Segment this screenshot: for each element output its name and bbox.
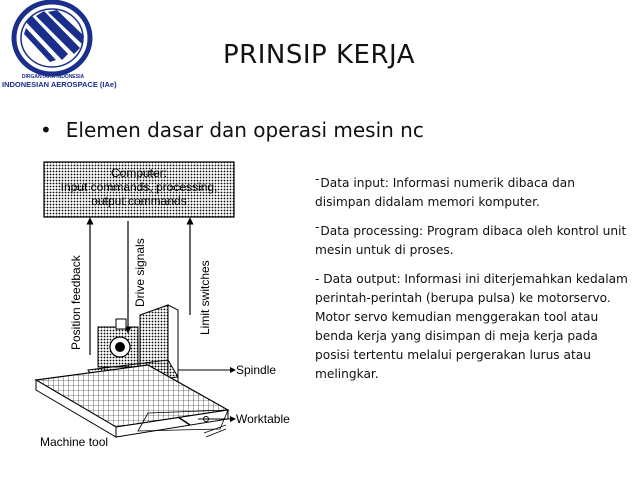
slide-title: PRINSIP KERJA: [222, 40, 416, 70]
description-data-processing: - Data processing: Program dibaca oleh kontrol unit mesin untuk di proses.: [315, 222, 633, 260]
computer-label-3: output commands: [91, 194, 187, 208]
logo-text-small: DIRGANTARA INDONESIA: [21, 74, 85, 80]
nc-machine-diagram: [28, 155, 298, 460]
spindle-label: Spindle: [236, 363, 277, 377]
position-feedback-label: Position feedback: [69, 255, 83, 350]
bullet-text: Elemen dasar dan operasi mesin nc: [65, 118, 424, 142]
computer-box: [44, 162, 234, 217]
limit-switches-label: Limit switches: [198, 260, 212, 335]
logo-text-company: INDONESIAN AEROSPACE (IAe): [2, 80, 117, 89]
machine-tool-label: Machine tool: [40, 435, 109, 449]
description-data-input: - Data input: Informasi numerik dibaca dan disimpan didalam memori komputer.: [315, 174, 633, 212]
description-column: [315, 174, 633, 394]
computer-label-2: Input commands, processing,: [60, 180, 218, 194]
bullet-dot-icon: •: [40, 118, 52, 142]
bullet-item: [40, 118, 424, 142]
computer-label-1: Computer:: [110, 166, 168, 180]
drive-signals-label: Drive signals: [133, 238, 147, 307]
worktable-label: Worktable: [236, 412, 290, 426]
description-data-output: - Data output: Informasi ini diterjemahkan kedalam perintah-perintah (berupa pulsa) ke motorservo. Motor servo kemudian menggerakan tool atau benda kerja yang disimpan di meja kerja pada posisi tertentu melalui pergerakan lurus atau melingkar.: [315, 272, 628, 381]
